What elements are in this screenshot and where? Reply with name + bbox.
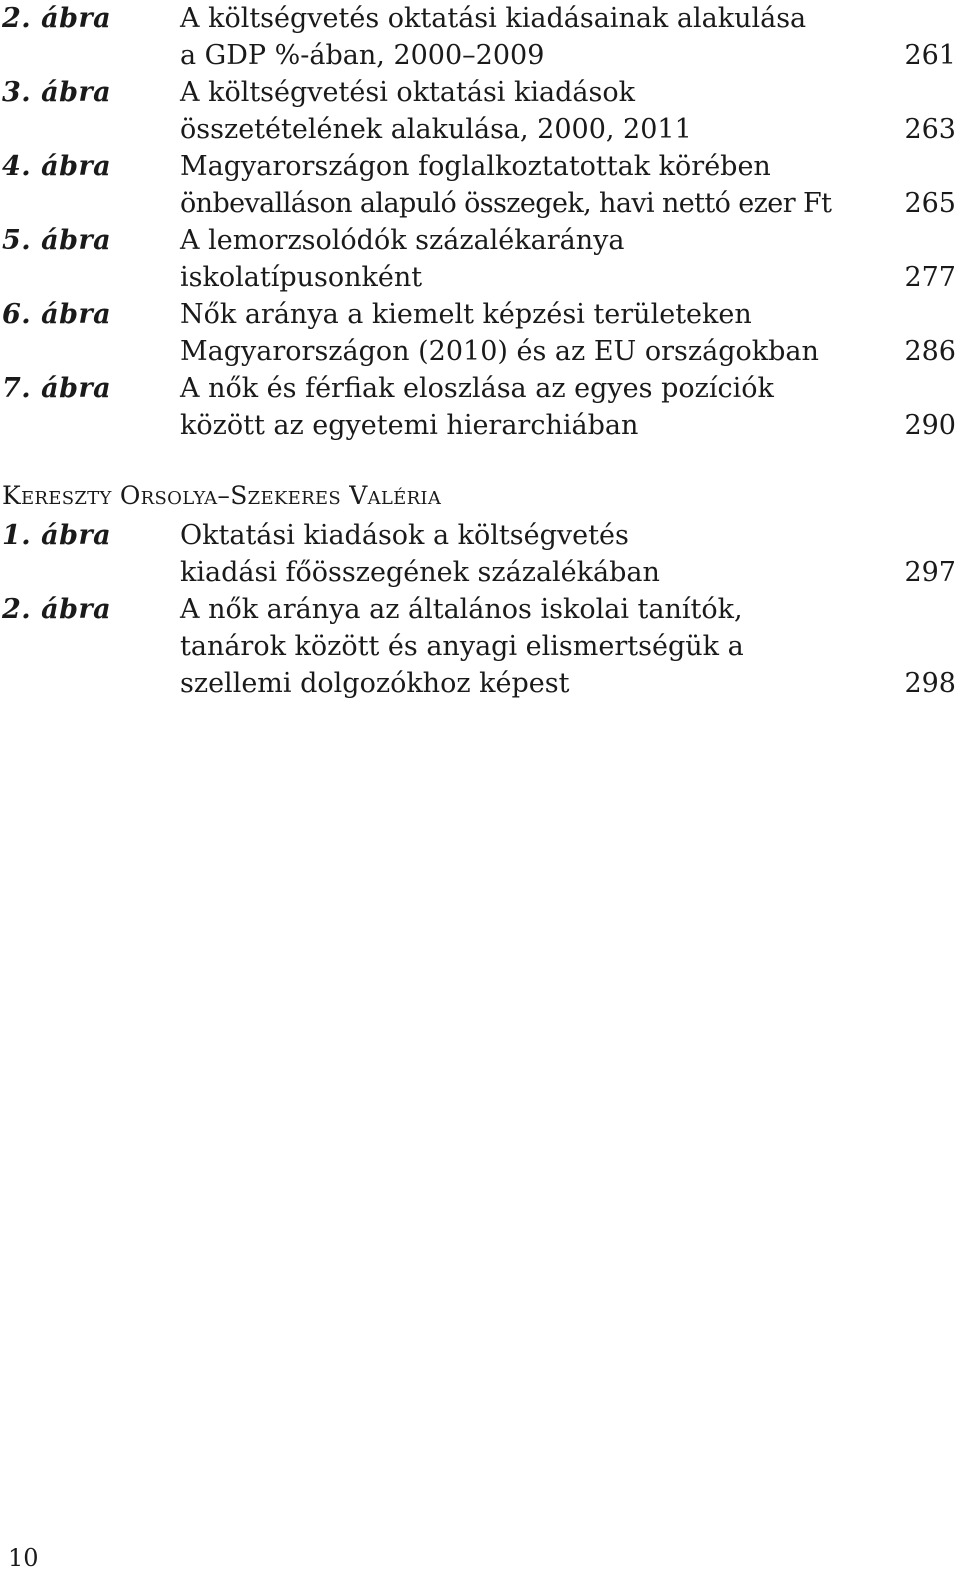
- figure-title-line: Oktatási kiadások a költségvetés: [180, 520, 629, 551]
- figure-title-line: szellemi dolgozókhoz képest: [180, 668, 570, 699]
- figure-title-line: A nők és férfiak eloszlása az egyes pozíciók: [180, 373, 774, 404]
- figure-label: 4. ábra: [2, 151, 112, 182]
- figure-title-line: tanárok között és anyagi elismertségük a: [180, 631, 744, 662]
- figure-label: 7. ábra: [2, 373, 112, 404]
- figure-label: 2. ábra: [2, 594, 112, 625]
- figure-title-line: A költségvetés oktatási kiadásainak alakulása: [180, 3, 807, 34]
- figure-title-line: Nők aránya a kiemelt képzési területeken: [180, 299, 752, 330]
- page-reference: 277: [904, 262, 956, 293]
- figure-title-line: A nők aránya az általános iskolai tanítók,: [180, 594, 743, 625]
- figure-title-line: önbevalláson alapuló összegek, havi nettó ezer Ft: [180, 188, 832, 219]
- page-number: 10: [8, 1544, 39, 1572]
- page-reference: 261: [904, 40, 956, 71]
- table-of-figures: [0, 0, 960, 702]
- figure-title-line: A lemorzsolódók százalékaránya: [180, 225, 625, 256]
- toc-entry: [0, 591, 960, 702]
- figure-label: 5. ábra: [2, 225, 112, 256]
- toc-entry: [0, 517, 960, 591]
- toc-entry: [0, 222, 960, 296]
- figure-title-line: Magyarországon (2010) és az EU országokban: [180, 336, 819, 367]
- page-reference: 298: [904, 668, 956, 699]
- toc-entry: [0, 148, 960, 222]
- page-reference: 265: [904, 188, 956, 219]
- figure-title-line: kiadási főösszegének százalékában: [180, 557, 660, 588]
- figure-title-line: A költségvetési oktatási kiadások: [180, 77, 635, 108]
- page-reference: 263: [904, 114, 956, 145]
- figure-title-line: között az egyetemi hierarchiában: [180, 410, 639, 441]
- figure-title-line: iskolatípusonként: [180, 262, 423, 293]
- toc-entry: [0, 74, 960, 148]
- figure-label: 1. ábra: [2, 520, 112, 551]
- figure-title-line: a GDP %-ában, 2000–2009: [180, 40, 545, 71]
- figure-label: 6. ábra: [2, 299, 112, 330]
- section-author-heading: Kereszty Orsolya–Szekeres Valéria: [2, 481, 442, 510]
- figure-title-line: Magyarországon foglalkoztatottak körében: [180, 151, 771, 182]
- page-reference: 297: [904, 557, 956, 588]
- figure-label: 2. ábra: [2, 3, 112, 34]
- page-reference: 286: [904, 336, 956, 367]
- toc-entry: [0, 0, 960, 74]
- page-reference: 290: [904, 410, 956, 441]
- figure-label: 3. ábra: [2, 77, 112, 108]
- toc-entry: [0, 370, 960, 444]
- toc-entry: [0, 296, 960, 370]
- figure-title-line: összetételének alakulása, 2000, 2011: [180, 114, 692, 145]
